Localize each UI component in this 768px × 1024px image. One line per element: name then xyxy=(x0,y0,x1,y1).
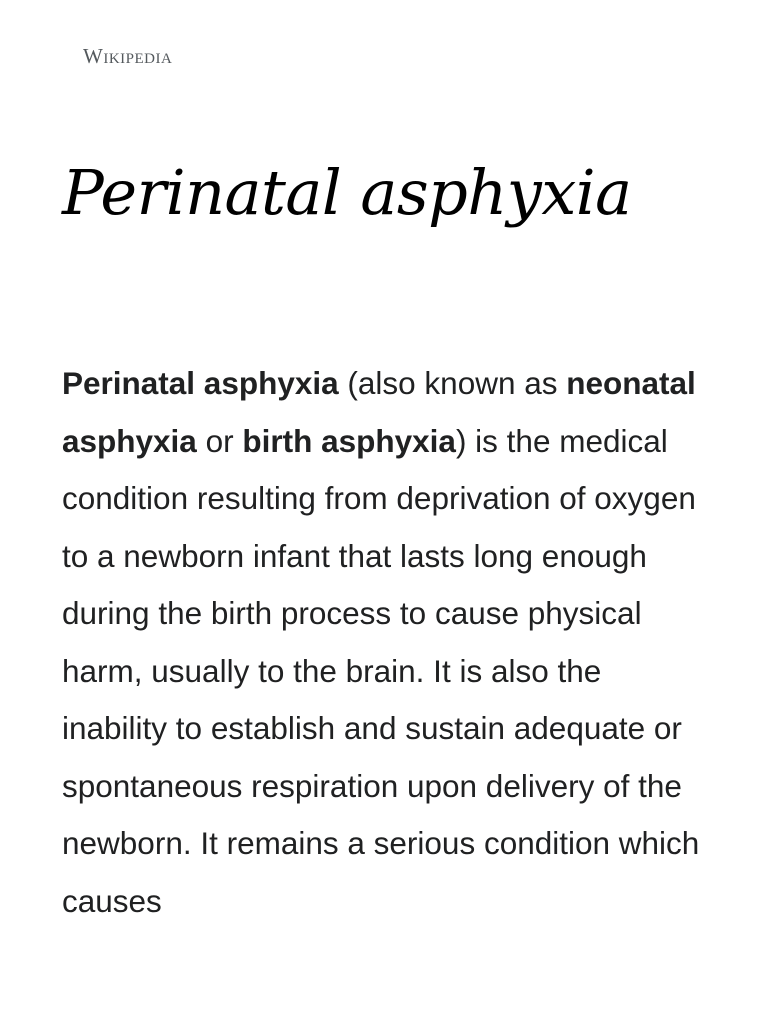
bold-term-neonatal-asphyxia: neonatal asphyxia xyxy=(62,365,696,459)
article-content xyxy=(62,355,712,930)
wikipedia-wordmark-logo[interactable]: Wikipedia xyxy=(83,44,173,68)
bold-term-perinatal-asphyxia: Perinatal asphyxia xyxy=(62,365,339,401)
lead-paragraph xyxy=(62,355,712,930)
header xyxy=(83,40,172,72)
lead-text-3: ) is the medical condition resulting from deprivation of oxygen to a newborn infant that lasts long enough during the birth process to cause physical harm, usually to the brain. It is also the inability to establish and sustain adequate or spontaneous respiration upon delivery of the newborn. It remains a serious condition which causes xyxy=(62,422,700,919)
bold-term-birth-asphyxia: birth asphyxia xyxy=(242,422,456,459)
page-title: Perinatal asphyxia xyxy=(62,156,632,229)
lead-text-1: (also known as xyxy=(338,365,567,401)
lead-text-2: or xyxy=(196,422,243,459)
